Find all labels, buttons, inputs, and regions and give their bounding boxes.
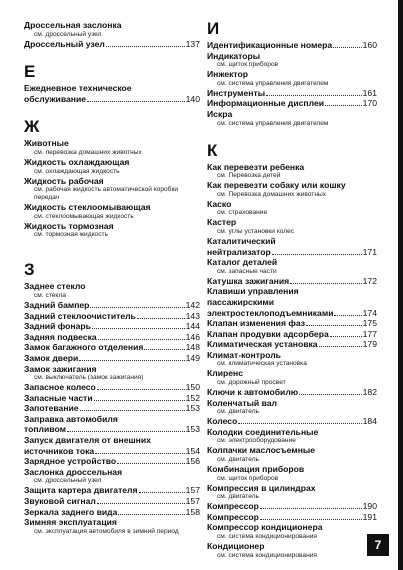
index-entry	[207, 98, 377, 109]
index-term-row	[207, 180, 377, 191]
section-gap	[24, 49, 200, 63]
page-reference: 157	[185, 496, 200, 507]
index-term: Компрессор	[207, 511, 259, 522]
index-term-row	[24, 467, 200, 478]
index-term-row	[207, 40, 377, 51]
index-term-row	[24, 321, 200, 332]
index-term-row	[24, 311, 200, 322]
index-entry	[207, 180, 377, 199]
index-term: пассажирскими	[207, 296, 275, 307]
dot-leader	[260, 519, 362, 520]
index-entry	[24, 393, 200, 404]
index-entry	[207, 257, 377, 276]
index-term: обслуживание	[24, 93, 87, 104]
index-term-row	[24, 353, 200, 364]
dot-leader	[94, 400, 185, 401]
dot-leader	[97, 389, 185, 390]
dot-leader	[137, 318, 185, 319]
index-term-row	[207, 236, 377, 247]
page-reference: 160	[362, 40, 377, 50]
page-reference: 179	[362, 339, 377, 350]
index-term: Жидкость рабочая	[24, 175, 104, 186]
index-term-row	[24, 446, 200, 457]
see-also-reference: см. система управления двигателем	[217, 119, 329, 127]
index-entry	[24, 39, 200, 50]
index-entry	[207, 427, 377, 446]
index-term-row	[24, 83, 200, 94]
index-entry	[207, 416, 377, 427]
index-entry	[24, 311, 200, 322]
dot-leader	[272, 254, 362, 255]
index-term: Животные	[24, 138, 69, 149]
dot-leader	[117, 463, 185, 464]
see-also-reference: см. электрооборудование	[217, 437, 296, 445]
see-also-reference: см. двигатель	[217, 456, 259, 464]
index-term: Зеркала заднего вида	[24, 506, 118, 517]
index-entry	[24, 485, 200, 496]
index-term: Компрессор кондиционера	[207, 522, 323, 533]
index-term-row	[24, 382, 200, 393]
index-term-row	[207, 501, 377, 512]
index-entry	[207, 286, 377, 297]
index-entry	[207, 541, 377, 560]
see-also-reference: см. углы установки колес	[217, 227, 295, 235]
index-entry	[24, 94, 200, 105]
index-term-row	[207, 69, 377, 80]
index-term: Заправка автомобиля	[24, 413, 118, 424]
page-reference: 148	[185, 342, 200, 353]
see-also-reference: см. Перевозка домашних животных	[217, 190, 327, 198]
index-entry	[24, 456, 200, 467]
page-reference: 174	[362, 307, 377, 318]
index-column-right	[207, 20, 377, 560]
see-also-reference: см. дроссельный узел	[34, 477, 102, 485]
index-term: Звуковой сигнал	[24, 496, 96, 507]
index-entry	[207, 109, 377, 128]
index-term-row	[24, 424, 200, 435]
index-entry	[207, 483, 377, 502]
index-term: источников тока	[24, 445, 95, 456]
index-entry	[24, 424, 200, 435]
index-entry	[24, 176, 200, 203]
page-reference: 156	[185, 456, 200, 467]
index-term-row	[24, 332, 200, 343]
index-entry	[207, 329, 377, 340]
index-term: Ежедневное техническое	[24, 83, 132, 94]
index-entry	[24, 403, 200, 414]
index-entry	[24, 202, 200, 221]
index-entry	[207, 339, 377, 350]
index-entry	[24, 414, 200, 425]
index-term-row	[24, 364, 200, 375]
index-term: Каталог деталей	[207, 257, 278, 268]
index-entry	[207, 247, 377, 258]
index-entry	[207, 69, 377, 88]
index-term: топливом	[24, 424, 66, 435]
dot-leader	[87, 101, 185, 102]
dot-leader	[67, 431, 185, 432]
dot-leader	[333, 47, 361, 48]
index-term: Кондиционер	[207, 541, 265, 551]
see-also-reference: см. дроссельный узел	[34, 30, 102, 38]
see-also-reference: см. тормозная жидкость	[34, 231, 108, 239]
index-term: Заднее стекло	[24, 281, 86, 292]
index-term: Колодки соединительные	[207, 426, 319, 437]
index-term-row	[207, 247, 377, 258]
index-term: Запотевание	[24, 403, 79, 414]
index-term-row	[24, 157, 200, 168]
index-entry	[24, 20, 200, 39]
dot-leader	[80, 410, 185, 411]
section-letter: И	[207, 19, 220, 38]
index-term-row	[207, 368, 377, 379]
index-term-row	[207, 297, 377, 308]
index-entry	[24, 221, 200, 240]
page-number: 7	[374, 538, 382, 552]
index-entry	[207, 88, 377, 99]
index-entry	[207, 217, 377, 236]
dot-leader	[95, 453, 184, 454]
index-term: Компрессор	[207, 501, 259, 512]
page-reference: 144	[185, 321, 200, 332]
dot-leader	[260, 508, 362, 509]
index-entry	[207, 162, 377, 181]
dot-leader	[290, 283, 362, 284]
see-also-reference: см. эксплуатация автомобиля в зимний период	[34, 527, 179, 535]
index-term-row	[207, 257, 377, 268]
index-term: Задний стеклоочиститель	[24, 310, 136, 321]
index-term: Идентификационные номера	[207, 40, 333, 50]
index-term: Информационные дисплеи	[207, 98, 325, 109]
index-term-row	[24, 281, 200, 292]
index-entry	[24, 435, 200, 446]
dot-leader	[97, 503, 185, 504]
index-term: Компрессия в цилиндрах	[207, 482, 316, 493]
dot-leader	[299, 394, 362, 395]
index-term: Клапан изменения фаз	[207, 318, 306, 329]
index-term-row	[207, 416, 377, 427]
page-reference: 152	[185, 392, 200, 403]
page-reference: 153	[185, 424, 200, 435]
index-term-row	[207, 427, 377, 438]
index-entry	[24, 364, 200, 383]
index-entry	[24, 382, 200, 393]
index-term-row	[207, 464, 377, 475]
index-term: Каско	[207, 198, 232, 209]
index-entry	[207, 368, 377, 387]
index-term: Задняя подвеска	[24, 331, 97, 342]
index-entry	[24, 157, 200, 176]
index-term: Клапан продувки адсорбера	[207, 328, 329, 339]
index-entry	[207, 398, 377, 417]
index-term-row	[24, 393, 200, 404]
dot-leader	[90, 307, 184, 308]
index-term-row	[207, 199, 377, 210]
page-reference: 149	[185, 352, 200, 363]
page-reference: 146	[185, 331, 200, 342]
index-entry	[207, 350, 377, 369]
index-entry	[207, 522, 377, 541]
index-term: Инжектор	[207, 69, 249, 80]
section-gap	[24, 104, 200, 118]
dot-leader	[144, 349, 184, 350]
see-also-reference: см. щиток приборов	[217, 474, 279, 482]
dot-leader	[334, 315, 361, 316]
index-term-row	[207, 339, 377, 350]
index-entry	[24, 446, 200, 457]
index-term: Клавиши управления	[207, 286, 299, 297]
page-reference: 177	[362, 328, 377, 339]
index-entry	[24, 342, 200, 353]
index-term-row	[24, 20, 200, 31]
index-entry	[207, 276, 377, 287]
index-term: Комбинация приборов	[207, 464, 305, 475]
see-also-reference: см. перевозка домашних животных	[34, 148, 142, 156]
page-reference: 140	[185, 93, 200, 104]
index-entry	[24, 332, 200, 343]
see-also-reference: см. климатическая установка	[217, 360, 307, 368]
index-term-row	[24, 94, 200, 105]
index-entry	[207, 308, 377, 319]
section-letter: Е	[24, 62, 36, 82]
dot-leader	[266, 95, 362, 96]
see-also-reference: см. стеклоомывающая жидкость	[34, 212, 134, 220]
index-term: Зарядное устройство	[24, 456, 117, 467]
index-term: Жидкость тормозная	[24, 220, 114, 231]
index-term: Каталитический	[207, 235, 276, 246]
index-term: Как перевезти собаку или кошку	[207, 180, 346, 191]
index-term: Дроссельный узел	[24, 38, 105, 49]
index-term: Климатическая установка	[207, 339, 318, 350]
dot-leader	[319, 346, 362, 347]
section-letter: Ж	[24, 117, 40, 137]
index-term: Запасные части	[24, 392, 93, 403]
index-term-row	[24, 39, 200, 50]
index-term-row	[24, 138, 200, 149]
dot-leader	[106, 46, 185, 47]
index-term: Задний бампер	[24, 299, 90, 310]
section-gap	[24, 239, 200, 261]
section-letter: К	[207, 140, 218, 160]
index-term: Запуск двигателя от внешних	[24, 435, 151, 446]
index-term: Как перевезти ребенка	[207, 161, 305, 172]
page-reference: 182	[362, 387, 377, 398]
index-term: Замок багажного отделения	[24, 342, 144, 353]
see-also-reference: см. щиток приборов	[217, 61, 279, 69]
index-term-row	[24, 221, 200, 232]
index-entry	[207, 501, 377, 512]
page-edge-bar	[398, 0, 403, 570]
index-term-row	[207, 398, 377, 409]
see-also-reference: см. система управления двигателем	[217, 79, 329, 87]
index-term: Жидкость стеклоомывающая	[24, 202, 151, 213]
page-reference: 142	[185, 299, 200, 310]
index-term-row	[207, 286, 377, 297]
page-reference: 143	[185, 310, 200, 321]
dot-leader	[98, 339, 185, 340]
page-reference: 137	[185, 38, 200, 49]
see-also-reference: см. страхование	[217, 209, 268, 217]
see-also-reference: см. дорожный просвет	[217, 379, 286, 387]
index-term-row	[207, 387, 377, 398]
page-reference: 175	[362, 318, 377, 329]
see-also-reference: см. стекла	[34, 291, 66, 299]
page-reference: 184	[362, 416, 377, 427]
index-entry	[24, 507, 200, 518]
page-reference: 190	[362, 501, 377, 512]
index-entry	[207, 512, 377, 523]
index-entry	[24, 517, 200, 536]
index-term-row	[207, 522, 377, 533]
index-term: Замок зажигания	[24, 363, 97, 374]
page-reference: 170	[362, 98, 377, 109]
index-term-row	[24, 456, 200, 467]
index-term: Заслонка дроссельная	[24, 466, 123, 477]
index-term-row	[207, 483, 377, 494]
see-also-reference: см. двигатель	[217, 408, 259, 416]
index-term: нейтрализатор	[207, 246, 271, 257]
index-term: Защита картера двигателя	[24, 485, 138, 496]
index-term: Коленчатый вал	[207, 397, 277, 408]
index-term: Жидкость охлаждающая	[24, 156, 130, 167]
index-term-row	[24, 435, 200, 446]
page-reference: 157	[185, 485, 200, 496]
index-entry	[207, 297, 377, 308]
index-term-row	[24, 202, 200, 213]
page-reference: 171	[362, 246, 377, 257]
index-entry	[207, 40, 377, 51]
page-reference: 158	[185, 506, 200, 517]
index-term-row	[24, 507, 200, 518]
index-term-row	[207, 109, 377, 120]
index-term: Зимняя эксплуатация	[24, 517, 117, 528]
index-term-row	[24, 403, 200, 414]
index-term: Клиренс	[207, 368, 243, 379]
dot-leader	[139, 492, 185, 493]
index-term-row	[24, 517, 200, 528]
dot-leader	[325, 105, 362, 106]
index-term-row	[207, 541, 377, 552]
see-also-reference: см. запасные части	[217, 267, 277, 275]
see-also-reference: см. рабочая жидкость автоматической коробки передач	[34, 186, 179, 202]
index-term-row	[207, 445, 377, 456]
index-term: Ключи к автомобилю	[207, 387, 299, 398]
dot-leader	[306, 325, 362, 326]
page-reference: 154	[185, 445, 200, 456]
index-term: Колпачки маслосъемные	[207, 445, 316, 456]
index-term-row	[24, 496, 200, 507]
page-number-badge	[367, 534, 389, 556]
dot-leader	[118, 514, 184, 515]
index-entry	[24, 281, 200, 300]
index-term-row	[207, 98, 377, 109]
index-term-row	[207, 162, 377, 173]
index-entry	[24, 300, 200, 311]
index-entry	[207, 236, 377, 247]
index-entry	[24, 496, 200, 507]
page-reference: 161	[362, 87, 377, 98]
index-column-left	[24, 20, 200, 536]
dot-leader	[92, 328, 185, 329]
page-reference: 153	[185, 403, 200, 414]
see-also-reference: см. система кондиционирования	[217, 533, 317, 540]
index-entry	[207, 387, 377, 398]
index-entry	[24, 353, 200, 364]
page-reference: 172	[362, 275, 377, 286]
index-term: Индикаторы	[207, 50, 261, 61]
index-term: Инструменты	[207, 87, 266, 98]
index-term: Кастер	[207, 217, 237, 228]
index-term-row	[207, 88, 377, 99]
see-also-reference: см. выключатель (замок зажигания)	[34, 374, 144, 382]
index-term: Климат-контроль	[207, 349, 281, 360]
index-term-row	[207, 308, 377, 319]
index-entry	[207, 318, 377, 329]
index-term-row	[207, 318, 377, 329]
see-also-reference: см. двигатель	[217, 493, 259, 501]
index-term: электростеклоподъемниками	[207, 307, 334, 318]
index-term-row	[207, 217, 377, 228]
see-also-reference: см. Перевозка детей	[217, 172, 281, 180]
index-term: Искра	[207, 108, 233, 119]
index-term-row	[207, 350, 377, 361]
dot-leader	[79, 360, 184, 361]
index-entry	[207, 445, 377, 464]
index-term-row	[24, 485, 200, 496]
page-reference: 150	[185, 382, 200, 393]
index-entry	[207, 199, 377, 218]
index-term-row	[24, 176, 200, 187]
index-term-row	[24, 342, 200, 353]
index-entry	[24, 83, 200, 94]
index-entry	[24, 467, 200, 486]
index-term-row	[207, 329, 377, 340]
section-gap	[207, 128, 377, 142]
see-also-reference: см. охлаждающая жидкость	[34, 167, 120, 175]
index-term: Задний фонарь	[24, 321, 91, 332]
dot-leader	[330, 336, 362, 337]
index-term: Катушка зажигания	[207, 275, 290, 286]
index-term: Замок двери	[24, 352, 79, 363]
index-entry	[24, 138, 200, 157]
index-term-row	[207, 276, 377, 287]
page-reference: 191	[362, 511, 377, 522]
index-entry	[24, 321, 200, 332]
section-letter: З	[24, 260, 35, 280]
see-also-reference: см. система кондиционирования	[217, 551, 317, 559]
index-term: Дроссельная заслонка	[24, 20, 122, 30]
index-term-row	[24, 300, 200, 311]
index-term-row	[207, 51, 377, 62]
dot-leader	[238, 423, 361, 424]
index-term: Колесо	[207, 416, 238, 427]
index-term-row	[24, 414, 200, 425]
index-term: Запасное колесо	[24, 382, 96, 393]
index-entry	[207, 51, 377, 70]
index-entry	[207, 464, 377, 483]
index-term-row	[207, 512, 377, 523]
